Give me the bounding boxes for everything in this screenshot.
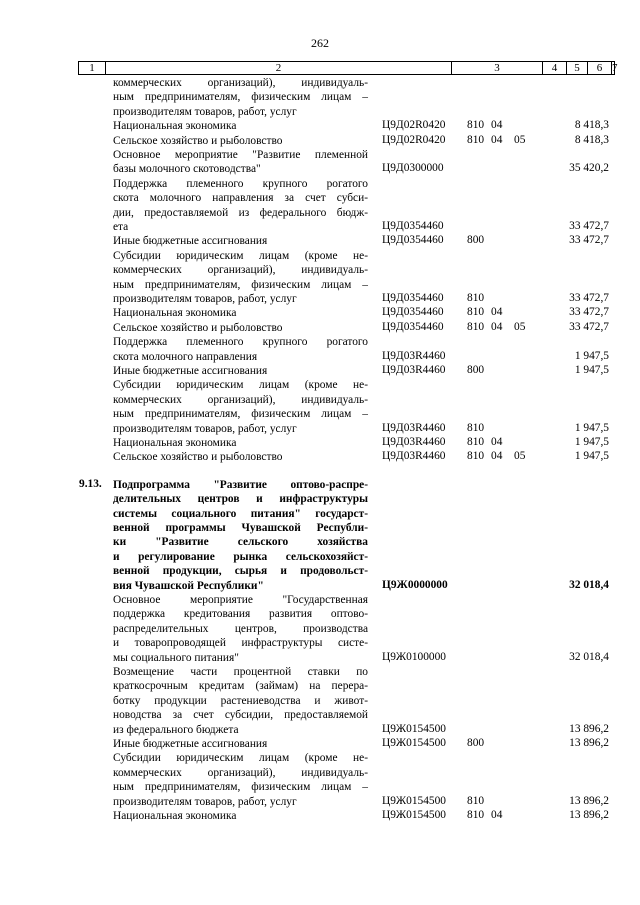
row-col-4: 810 [467, 450, 485, 463]
row-col-4: 810 [467, 809, 485, 821]
table-row [0, 76, 640, 119]
row-name-line: ным предпринимателям, физическим лицам – [113, 91, 368, 104]
row-name [113, 335, 368, 364]
row-name-line: ета [113, 221, 129, 234]
row-code: Ц9Ж0154500 [382, 722, 446, 735]
row-name-line: ботку продукции растениеводства и живот- [113, 694, 368, 707]
row-amount: 13 896,2 [569, 809, 609, 821]
row-code: Ц9Д03R4460 [382, 436, 446, 448]
row-amount: 33 472,7 [569, 291, 609, 304]
row-amount: 13 896,2 [569, 737, 609, 749]
row-name-line: из федерального бюджета [113, 723, 239, 736]
row-name-line: системы социального питания" государст- [113, 507, 368, 520]
row-name [113, 450, 368, 464]
header-col-1: 1 [79, 62, 106, 74]
row-name [113, 321, 368, 335]
row-col-5: 04 [491, 809, 503, 821]
row-col-4: 810 [467, 436, 485, 448]
row-amount: 32 018,4 [569, 578, 609, 591]
row-name-line: Национальная экономика [113, 437, 237, 449]
table-row [0, 478, 640, 593]
table-row [0, 450, 640, 464]
row-amount: 13 896,2 [569, 794, 609, 807]
row-name [113, 436, 368, 450]
row-code: Ц9Д02R0420 [382, 119, 446, 132]
row-name-line: новодства за счет субсидии, предоставляемой [113, 709, 368, 722]
row-amount: 35 420,2 [569, 162, 609, 175]
row-col-4: 810 [467, 291, 485, 304]
row-code: Ц9Д0354460 [382, 234, 444, 247]
row-name-line: Национальная экономика [113, 307, 237, 320]
row-code: Ц9Д0300000 [382, 162, 444, 175]
row-col-4: 810 [467, 133, 485, 146]
table-row [0, 134, 640, 148]
row-name-line: коммерческих организаций), индивидуаль- [113, 766, 368, 779]
row-name-line: производителям товаров, работ, услуг [113, 422, 297, 435]
row-name-line: Подпрограмма "Развитие оптово-распре- [113, 478, 368, 491]
row-name [113, 378, 368, 436]
row-col-6: 05 [514, 320, 526, 333]
row-amount: 32 018,4 [569, 650, 609, 663]
header-col-5: 5 [567, 62, 588, 74]
row-name [113, 134, 368, 148]
row-name-line: производителям товаров, работ, услуг [113, 105, 297, 118]
table-row [0, 665, 640, 737]
row-col-4: 800 [467, 737, 485, 749]
table-row [0, 177, 640, 235]
row-name-line: поддержка кредитования развития оптово- [113, 608, 368, 621]
row-name-line: Поддержка племенного крупного рогатого [113, 177, 368, 190]
table-row [0, 335, 640, 364]
row-name-line: Возмещение части процентной ставки по [113, 666, 368, 678]
row-amount: 1 947,5 [574, 436, 609, 448]
row-col-6: 05 [514, 450, 526, 463]
row-name-line: Иные бюджетные ассигнования [113, 738, 268, 750]
row-col-5: 04 [491, 306, 503, 319]
row-col-5: 04 [491, 119, 503, 132]
row-code: Ц9Д03R4460 [382, 364, 446, 376]
row-col-6: 05 [514, 133, 526, 146]
row-number: 9.13. [79, 477, 102, 490]
row-amount: 33 472,7 [569, 234, 609, 247]
row-name-line: делительных центров и инфраструктуры [113, 493, 368, 506]
row-name [113, 364, 368, 378]
table-row [0, 148, 640, 177]
row-amount: 8 418,3 [574, 133, 609, 146]
row-col-5: 04 [491, 436, 503, 448]
row-code: Ц9Д03R4460 [382, 421, 446, 434]
row-code: Ц9Ж0154500 [382, 809, 446, 821]
row-name-line: Субсидии юридическим лицам (кроме не- [113, 379, 368, 392]
table-row [0, 593, 640, 665]
table-row [0, 321, 640, 335]
row-name [113, 809, 368, 823]
row-col-4: 810 [467, 794, 485, 807]
row-name-line: Сельское хозяйство и рыболовство [113, 134, 283, 147]
row-name-line: краткосрочным кредитам (займам) на перера- [113, 680, 368, 693]
row-name-line: мы социального питания" [113, 651, 239, 664]
table-row [0, 306, 640, 320]
row-code: Ц9Ж0000000 [382, 578, 448, 591]
row-code: Ц9Ж0154500 [382, 794, 446, 807]
row-name-line: Сельское хозяйство и рыболовство [113, 321, 283, 334]
table-row [0, 737, 640, 751]
row-name [113, 665, 368, 737]
row-name [113, 119, 368, 133]
table-row [0, 436, 640, 450]
row-name-line: ки "Развитие сельского хозяйства [113, 536, 368, 549]
row-name-line: Национальная экономика [113, 810, 237, 822]
row-name-line: Иные бюджетные ассигнования [113, 365, 268, 377]
row-amount: 8 418,3 [574, 119, 609, 132]
row-col-5: 04 [491, 133, 503, 146]
row-col-4: 810 [467, 306, 485, 319]
row-code: Ц9Д02R0420 [382, 133, 446, 146]
row-name [113, 593, 368, 665]
row-code: Ц9Д03R4460 [382, 349, 446, 362]
row-name [113, 306, 368, 320]
row-name [113, 148, 368, 177]
row-code: Ц9Д0354460 [382, 291, 444, 304]
row-col-4: 800 [467, 364, 485, 376]
row-amount: 1 947,5 [574, 349, 609, 362]
row-name-line: базы молочного скотоводства" [113, 163, 261, 176]
row-name-line: Иные бюджетные ассигнования [113, 235, 268, 248]
table-row [0, 809, 640, 823]
row-name-line: дии, предоставляемой из федерального бюдж- [113, 206, 368, 219]
row-amount: 1 947,5 [574, 421, 609, 434]
row-name-line: венной продукции, сырья и продовольст- [113, 565, 368, 578]
row-name-line: ным предпринимателям, физическим лицам – [113, 781, 368, 794]
row-code: Ц9Д0354460 [382, 306, 444, 319]
row-name-line: ным предпринимателям, физическим лицам – [113, 278, 368, 291]
header-col-3: 3 [452, 62, 543, 74]
row-code: Ц9Д03R4460 [382, 450, 446, 463]
row-name-line: коммерческих организаций), индивидуаль- [113, 393, 368, 406]
row-name-line: коммерческих организаций), индивидуаль- [113, 77, 368, 89]
row-name-line: Поддержка племенного крупного рогатого [113, 336, 368, 349]
row-amount: 33 472,7 [569, 306, 609, 319]
row-col-4: 810 [467, 119, 485, 132]
row-name-line: Субсидии юридическим лицам (кроме не- [113, 249, 368, 262]
table-row [0, 234, 640, 248]
page-number: 262 [311, 36, 329, 50]
row-col-4: 810 [467, 320, 485, 333]
row-code: Ц9Д0354460 [382, 219, 444, 232]
row-amount: 1 947,5 [574, 364, 609, 376]
row-code: Ц9Ж0100000 [382, 650, 446, 663]
row-name [113, 249, 368, 307]
table-row [0, 378, 640, 436]
row-name [113, 177, 368, 235]
row-name-line: ным предпринимателям, физическим лицам – [113, 408, 368, 421]
row-amount: 33 472,7 [569, 219, 609, 232]
table-row [0, 249, 640, 307]
row-name [113, 478, 368, 593]
row-col-5: 04 [491, 320, 503, 333]
row-code: Ц9Ж0154500 [382, 737, 446, 749]
row-code: Ц9Д0354460 [382, 320, 444, 333]
row-name-line: Субсидии юридическим лицам (кроме не- [113, 752, 368, 765]
table-header [78, 61, 618, 75]
row-name [113, 737, 368, 751]
table-row [0, 751, 640, 809]
row-name-line: Национальная экономика [113, 120, 237, 133]
row-name-line: производителям товаров, работ, услуг [113, 795, 297, 808]
row-name-line: Основное мероприятие "Развитие племенной [113, 149, 368, 161]
row-name-line: венной программы Чувашской Республи- [113, 522, 368, 535]
row-col-4: 800 [467, 234, 485, 247]
table-row [0, 364, 640, 378]
header-col-6: 6 [588, 62, 612, 74]
header-col-2: 2 [106, 62, 452, 74]
row-name [113, 76, 368, 119]
row-amount: 1 947,5 [574, 450, 609, 463]
row-amount: 33 472,7 [569, 320, 609, 333]
row-name [113, 234, 368, 248]
row-name-line: скота молочного направления [113, 350, 258, 363]
row-name-line: и товаропроводящей инфраструктуры систе- [113, 637, 368, 650]
row-name-line: коммерческих организаций), индивидуаль- [113, 264, 368, 277]
row-name-line: и регулирование рынка сельскохозяйст- [113, 550, 368, 563]
table-row [0, 119, 640, 133]
row-name-line: распределительных центров, производства [113, 622, 368, 635]
header-col-7: 7 [612, 62, 618, 74]
row-name-line: производителям товаров, работ, услуг [113, 293, 297, 306]
row-amount: 13 896,2 [569, 722, 609, 735]
row-name-line: Сельское хозяйство и рыболовство [113, 451, 283, 464]
row-name [113, 751, 368, 809]
row-col-5: 04 [491, 450, 503, 463]
row-col-4: 810 [467, 421, 485, 434]
row-name-line: вия Чувашской Республики" [113, 579, 264, 592]
row-name-line: скота молочного направления за счет субси- [113, 192, 368, 205]
row-name-line: Основное мероприятие "Государственная [113, 594, 368, 606]
header-col-4: 4 [543, 62, 567, 74]
